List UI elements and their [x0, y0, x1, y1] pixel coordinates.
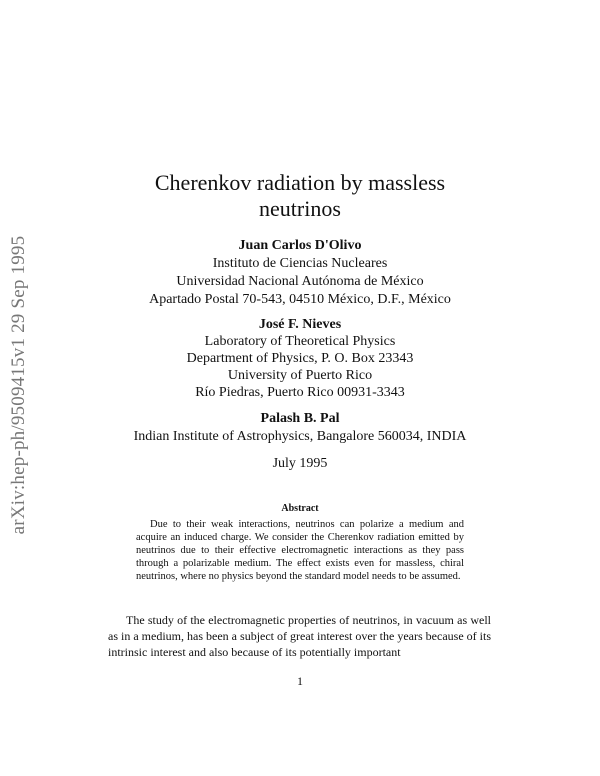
author-2-affiliation-line-3: University of Puerto Rico: [227, 368, 373, 383]
author-1-affiliation-line-2: Universidad Nacional Autónoma de México: [176, 274, 424, 289]
abstract-paragraph: Due to their weak interactions, neutrinos can polarize a medium and acquire an induced charge. We consider the Cherenkov radiation emitted by neutrinos due to their effective electromagnetic interactions as they pass through a polarizable medium. The effect exists even for massless, chiral neutrinos, where no physics beyond the standard model needs to be assumed.: [136, 519, 464, 583]
page-number: 1: [297, 674, 303, 688]
abstract-heading: Abstract: [281, 503, 319, 514]
paper-title: [100, 170, 500, 222]
author-1-affiliation-line-3: Apartado Postal 70-543, 04510 México, D.F., México: [149, 292, 451, 307]
author-name-1: Juan Carlos D'Olivo: [238, 238, 362, 253]
abstract-body: [136, 518, 464, 583]
arxiv-identifier: arXiv:hep-ph/9509415v1 29 Sep 1995: [8, 235, 29, 535]
title-line-2: neutrinos: [259, 196, 341, 221]
author-3-affiliation-line-1: Indian Institute of Astrophysics, Bangalore 560034, INDIA: [133, 429, 467, 444]
author-name-2: José F. Nieves: [258, 317, 342, 332]
author-1-affiliation-line-1: Instituto de Ciencias Nucleares: [212, 256, 388, 271]
paper-date: July 1995: [272, 456, 328, 471]
body-text: [108, 613, 491, 660]
author-2-affiliation-line-2: Department of Physics, P. O. Box 23343: [186, 351, 414, 366]
author-2-affiliation-line-1: Laboratory of Theoretical Physics: [204, 334, 396, 349]
title-line-1: Cherenkov radiation by massless: [154, 170, 446, 195]
author-2-affiliation-line-4: Río Piedras, Puerto Rico 00931-3343: [195, 385, 405, 400]
body-paragraph: The study of the electromagnetic properties of neutrinos, in vacuum as well as in a medium, has been a subject of great interest over the years because of its intrinsic interest and also because of its potentially important: [108, 613, 491, 659]
author-name-3: Palash B. Pal: [260, 411, 340, 426]
